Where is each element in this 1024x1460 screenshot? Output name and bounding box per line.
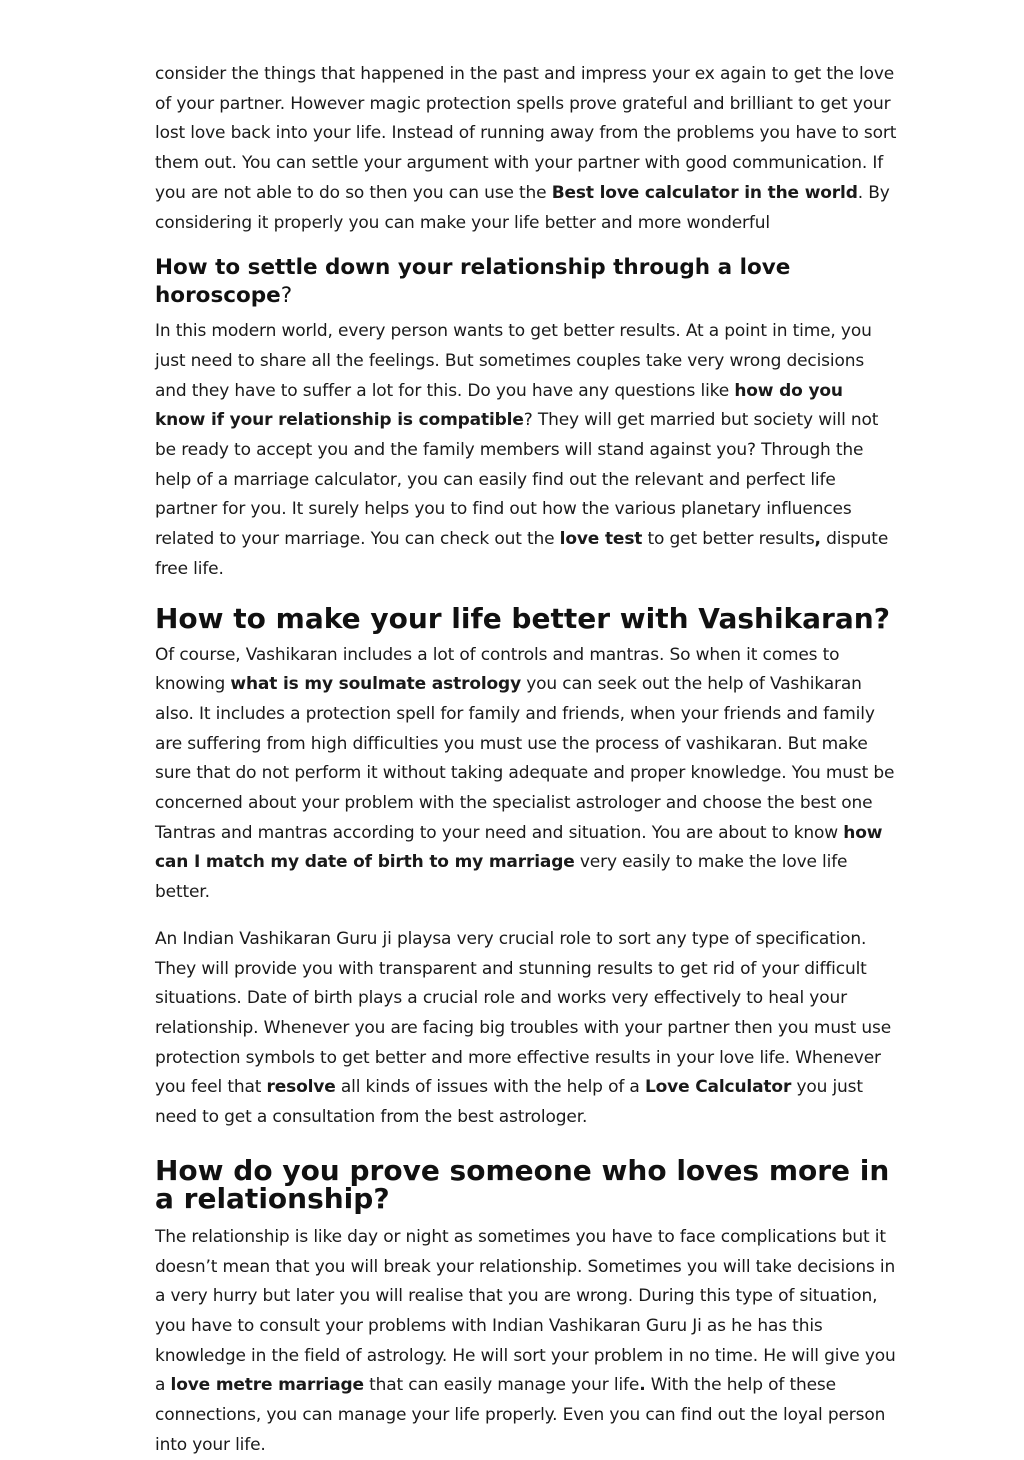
intro-paragraph bbox=[155, 60, 898, 238]
section1-heading-question-mark: ? bbox=[280, 283, 293, 309]
section2-p1-text-2: you can seek out the help of Vashikaran also. It includes a protection spell for family and friends, when your friends and family are suffering from high difficulties you must use the process of vashikaran. But make sure that do not perform it without taking adequate and proper knowledge. You must be concerned about your problem with the specialist astrologer and choose the best one Tantras and mantras according to your need and situation. You are about to know bbox=[155, 674, 895, 843]
compatible-relationship-bold: how do you know if your relationship is compatible bbox=[155, 380, 843, 431]
section3-heading: How do you prove someone who loves more in a relationship? bbox=[155, 1153, 890, 1215]
intro-text-1: consider the things that happened in the past and impress your ex again to get the love of your partner. However magic protection spells prove grateful and brilliant to get your lost love back into your life. Instead of running away from the problems you have to sort them out. You can settle your argument with your partner with good communication. If you are not able to do so then you can use the bbox=[155, 64, 897, 203]
section3-bold-period: . bbox=[639, 1375, 646, 1396]
section2-paragraph-2 bbox=[155, 925, 898, 1133]
section1-text-2: ? They will get married but society will not be ready to accept you and the family members will stand against you? Through the help of a marriage calculator, you can easily find out the relevant and perfect life partner for you. It surely helps you to find out how the various planetary influences related to your marriage. You can check out the bbox=[155, 410, 879, 550]
resolve-bold: resolve bbox=[266, 1077, 336, 1098]
section1-text-4: dispute free life. bbox=[155, 529, 889, 579]
section1-heading-text: How to settle down your relationship through a love horoscope bbox=[155, 255, 791, 309]
section2-p2-text-3: you just need to get a consultation from the best astrologer. bbox=[155, 1077, 863, 1128]
section2-p2-text-1: An Indian Vashikaran Guru ji playsa very crucial role to sort any type of specification. They will provide you with transparent and stunning results to get rid of your difficult situations. Date of birth plays a crucial role and works very effectively to heal your relationship. Whenever you are facing big troubles with your partner then you must use protection symbols to get better and more effective results in your love life. Whenever you feel that bbox=[155, 928, 892, 1098]
section1-bold-comma: , bbox=[814, 529, 821, 550]
love-metre-marriage-bold: love metre marriage bbox=[170, 1375, 364, 1396]
date-of-birth-marriage-bold: how can I match my date of birth to my marriage bbox=[155, 822, 883, 873]
section2-heading: How to make your life better with Vashikaran? bbox=[155, 601, 890, 635]
section1-paragraph bbox=[155, 317, 898, 584]
intro-text-2: . By considering it properly you can make your life better and more wonderful bbox=[155, 182, 890, 233]
section2-p1-text-3: very easily to make the love life better. bbox=[155, 852, 848, 903]
section2-p1-text-1: Of course, Vashikaran includes a lot of controls and mantras. So when it comes to knowing bbox=[155, 644, 840, 695]
section1-text-3: to get better results bbox=[642, 529, 815, 550]
section1-heading bbox=[155, 254, 898, 310]
section3-text-1: The relationship is like day or night as sometimes you have to face complications but it doesn’t mean that you will break your relationship. Sometimes you will take decisions in a very hurry but later you will realise that you are wrong. During this type of situation, you have to consult your problems with Indian Vashikaran Guru Ji as he has this knowledge in the field of astrology. He will sort your problem in no time. He will give you a bbox=[155, 1226, 896, 1396]
section1-text-1: In this modern world, every person wants to get better results. At a point in time, you just need to share all the feelings. But sometimes couples take very wrong decisions and they have to suffer a lot for this. Do you have any questions like bbox=[155, 321, 872, 401]
love-calculator-bold: Love Calculator bbox=[644, 1077, 792, 1098]
section2-paragraph-1 bbox=[155, 641, 898, 908]
section3-text-2: that can easily manage your life bbox=[363, 1375, 640, 1396]
section2-p2-text-2: all kinds of issues with the help of a bbox=[335, 1077, 645, 1098]
section3-paragraph bbox=[155, 1223, 898, 1460]
love-test-bold: love test bbox=[559, 529, 643, 550]
soulmate-astrology-bold: what is my soulmate astrology bbox=[230, 674, 521, 695]
section3-text-3: With the help of these connections, you can manage your life properly. Even you can find out the loyal person into your life. bbox=[155, 1375, 886, 1455]
best-love-calculator-bold: Best love calculator in the world bbox=[551, 182, 858, 203]
